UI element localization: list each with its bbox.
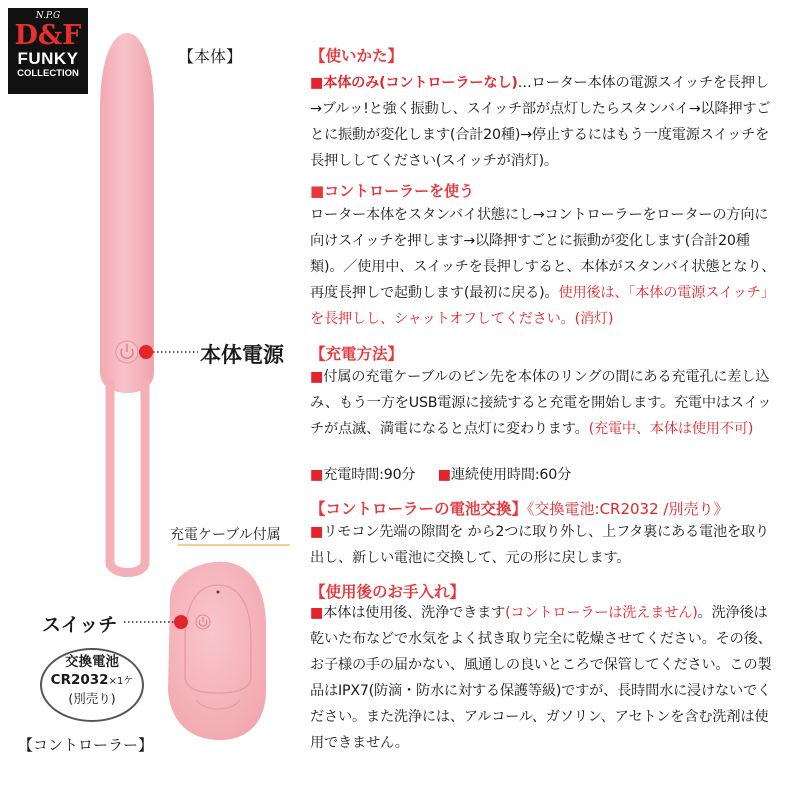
usage-sub2 (310, 202, 780, 332)
battery-model: CR2032 (50, 672, 109, 688)
usage-sub1 (310, 70, 780, 174)
charging-title: 【充電方法】 (310, 345, 404, 363)
controller-label: 【コントローラー】 (18, 736, 154, 754)
cable-label: 充電ケーブル付属 (170, 527, 281, 543)
usage-sub2-red: 使用後は、「本体の電源スイッチ」を長押しし、シャットオフしてください。(消灯) (310, 285, 775, 327)
charging-red: (充電中、本体は使用不可) (588, 421, 754, 437)
battery-note: (別売り) (68, 691, 116, 706)
logo-funky: FUNKY (17, 49, 79, 68)
battery-section-header (310, 497, 728, 519)
battery-badge (40, 648, 144, 722)
care-text-a: 本体は使用後、洗浄できます (323, 605, 506, 621)
switch-marker-dot (174, 615, 188, 629)
switch-label: スイッチ (42, 614, 118, 636)
rotor-body (100, 33, 154, 393)
battery-body (310, 519, 780, 571)
charge-time: 充電時間:90分 (323, 467, 416, 483)
battery-title-main: 【コントローラーの電池交換】 (310, 500, 528, 518)
battery-square: ■ (310, 524, 324, 540)
care-title: 【使用後のお手入れ】 (310, 583, 466, 601)
body-label: 【本体】 (178, 47, 243, 66)
power-icon (116, 341, 138, 363)
controller-power-icon (196, 615, 210, 629)
charging-loop (110, 380, 145, 573)
controller-illustration (168, 562, 266, 740)
usage-sub2-head: ■コントローラーを使う (310, 182, 475, 200)
care-square: ■ (310, 605, 324, 621)
usage-sub2-text: ローター本体をスタンバイ状態にし→コントローラーをローターの方向に向けスイッチを押します→以降押すごとに振動が変化します(合計20種類)。／使用中、スイッチを長押しすると、本体がスタンバイ状態となり、再度長押しで起動します(最初に戻る)。 (310, 207, 776, 301)
use-time: 連続使用時間:60分 (450, 467, 572, 483)
charging-square: ■ (310, 369, 324, 385)
battery-title-note: 《交換電池:CR2032 /別売り》 (527, 500, 729, 518)
care-body (310, 600, 780, 756)
charging-times: ■充電時間:90分 ■連続使用時間:60分 (310, 467, 572, 483)
battery-title: 交換電池 (65, 654, 119, 670)
usage-sub1-head: ■本体のみ(コントローラーなし) (310, 75, 518, 91)
care-text-b: 。洗浄後は乾いた布などで水気をよく拭き取り完全に乾燥させてください。その後、お子様の手の届かない、風通しの良いところで保管してください。この製品はIPX7(防滴・防水に対する保護等級)ですが、長時間水に浸けないでください。また洗浄には、アルコール、ガソリン、アセトンを含む洗剤は使用できません。 (310, 605, 772, 751)
usage-sub1-text: …ローター本体の電源スイッチを長押し→ブルッ!と強く振動し、スイッチ部が点灯したらスタンバイ→以降押すごとに振動が変化します(合計20種)→停止するにはもう一度電源スイッチを長押ししてください(スイッチが消灯)。 (310, 75, 771, 169)
charging-text: 付属の充電ケーブルのピン先を本体のリングの間にある充電孔に差し込み、もう一方をUSB電源に接続すると充電を開始します。充電中はスイッチが点滅、満電になると点灯に変わります。 (310, 369, 772, 437)
usage-title: 【使いかた】 (310, 47, 404, 65)
logo-collection: COLLECTION (17, 68, 79, 79)
care-red: (コントローラーは洗えません) (505, 605, 698, 621)
battery-text: リモコン先端の隙間を から2つに取り外し、上フタ裏にある電池を取り出し、新しい電池に交換して、元の形に戻します。 (310, 524, 769, 566)
logo-npg: N.P.G (35, 11, 61, 21)
logo-df: D&F (14, 20, 82, 51)
battery-qty: ×1ケ (108, 676, 134, 687)
power-label: 本体電源 (200, 343, 284, 367)
power-marker-dot (139, 345, 153, 359)
charging-body (310, 364, 780, 442)
